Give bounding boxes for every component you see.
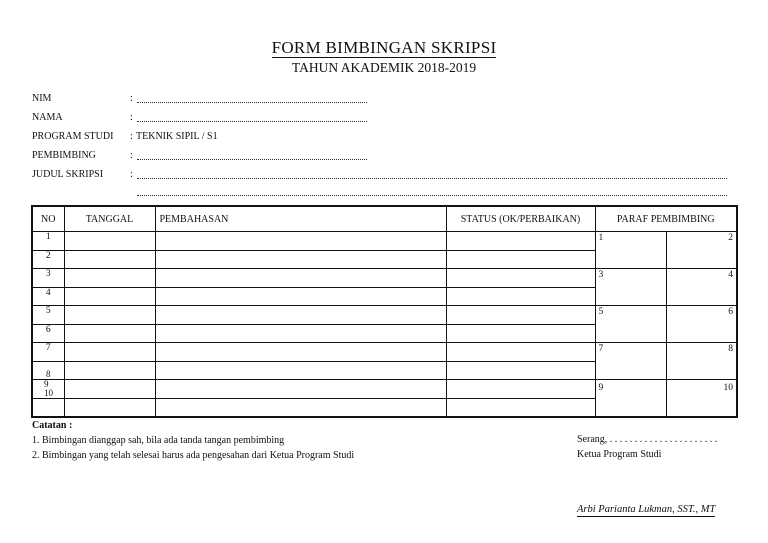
- nim-input-line[interactable]: [137, 102, 367, 103]
- paraf-cell-left[interactable]: [595, 380, 666, 418]
- row-number: 9: [44, 379, 49, 389]
- status-cell[interactable]: [446, 398, 595, 417]
- paraf-number: 5: [598, 307, 604, 317]
- tanggal-cell[interactable]: [64, 306, 155, 325]
- signature-role: Ketua Program Studi: [577, 449, 662, 460]
- row-number: 7: [32, 343, 64, 362]
- form-subtitle: TAHUN AKADEMIK 2018-2019: [291, 60, 477, 75]
- field-label: PEMBIMBING: [32, 150, 96, 161]
- paraf-cell-left[interactable]: [595, 343, 666, 380]
- field-label: PROGRAM STUDI: [32, 131, 114, 142]
- row-number: 3: [32, 269, 64, 288]
- pembimbing-input-line[interactable]: [137, 159, 367, 160]
- form-title: FORM BIMBINGAN SKRIPSI: [271, 38, 497, 57]
- col-status: STATUS (OK/PERBAIKAN): [446, 206, 595, 232]
- tanggal-cell[interactable]: [64, 361, 155, 380]
- field-label: NAMA: [32, 112, 63, 123]
- paraf-cell-right[interactable]: [666, 306, 737, 343]
- paraf-cell-right[interactable]: [666, 232, 737, 269]
- paraf-number: 1: [598, 233, 604, 243]
- paraf-cell-left[interactable]: [595, 306, 666, 343]
- notes-heading: Catatan :: [32, 420, 73, 431]
- notes-section: [32, 418, 354, 463]
- field-colon: :: [130, 93, 133, 104]
- paraf-number: 7: [598, 344, 604, 354]
- paraf-number: 9: [598, 383, 604, 393]
- col-pembahasan: PEMBAHASAN: [155, 206, 446, 232]
- table-row: [32, 269, 737, 288]
- table-row: [32, 380, 737, 399]
- field-colon: :: [130, 169, 133, 180]
- pembahasan-cell[interactable]: [155, 232, 446, 251]
- table-row: [32, 306, 737, 325]
- field-colon: :: [130, 131, 133, 142]
- note-item: 2. Bimbingan yang telah selesai harus ada pengesahan dari Ketua Program Studi: [32, 450, 355, 461]
- pembahasan-cell[interactable]: [155, 361, 446, 380]
- row-number: 10: [44, 388, 53, 398]
- status-cell[interactable]: [446, 232, 595, 251]
- row-number: 6: [32, 324, 64, 343]
- field-colon: :: [130, 150, 133, 161]
- tanggal-cell[interactable]: [64, 250, 155, 269]
- status-cell[interactable]: [446, 343, 595, 362]
- row-number: 5: [32, 306, 64, 325]
- tanggal-cell[interactable]: [64, 398, 155, 417]
- table-header-row: [32, 206, 737, 232]
- status-cell[interactable]: [446, 269, 595, 288]
- signature-block: [577, 432, 717, 462]
- row-number: 4: [32, 287, 64, 306]
- status-cell[interactable]: [446, 380, 595, 399]
- paraf-cell-left[interactable]: [595, 232, 666, 269]
- nama-input-line[interactable]: [137, 121, 367, 122]
- tanggal-cell[interactable]: [64, 232, 155, 251]
- pembahasan-cell[interactable]: [155, 287, 446, 306]
- judul-input-line-2[interactable]: [137, 195, 727, 196]
- status-cell[interactable]: [446, 361, 595, 380]
- status-cell[interactable]: [446, 324, 595, 343]
- paraf-number: 2: [728, 233, 733, 243]
- col-paraf: PARAF PEMBIMBING: [595, 206, 737, 232]
- tanggal-cell[interactable]: [64, 380, 155, 399]
- tanggal-cell[interactable]: [64, 269, 155, 288]
- paraf-cell-right[interactable]: [666, 269, 737, 306]
- guidance-table: [31, 205, 738, 418]
- program-studi-value: TEKNIK SIPIL / S1: [136, 131, 218, 142]
- judul-input-line-1[interactable]: [137, 178, 727, 179]
- paraf-number: 4: [728, 270, 733, 280]
- table-row: [32, 343, 737, 362]
- signature-name: Arbi Parianta Lukman, SST., MT: [577, 504, 716, 515]
- pembahasan-cell[interactable]: [155, 380, 446, 399]
- paraf-number: 10: [723, 383, 733, 393]
- col-tanggal: TANGGAL: [64, 206, 155, 232]
- paraf-number: 8: [728, 344, 733, 354]
- pembahasan-cell[interactable]: [155, 343, 446, 362]
- paraf-number: 3: [598, 270, 604, 280]
- note-item: 1. Bimbingan dianggap sah, bila ada tanda tangan pembimbing: [32, 435, 285, 446]
- paraf-cell-left[interactable]: [595, 269, 666, 306]
- row-number-9-10: [32, 380, 64, 399]
- row-number-empty: [32, 398, 64, 417]
- tanggal-cell[interactable]: [64, 343, 155, 362]
- pembahasan-cell[interactable]: [155, 269, 446, 288]
- pembahasan-cell[interactable]: [155, 306, 446, 325]
- paraf-number: 6: [728, 307, 733, 317]
- row-number: 2: [32, 250, 64, 269]
- tanggal-cell[interactable]: [64, 287, 155, 306]
- field-label: JUDUL SKRIPSI: [32, 169, 104, 180]
- field-colon: :: [130, 112, 133, 123]
- row-number: 8: [32, 361, 64, 380]
- field-label: NIM: [32, 93, 52, 104]
- signature-place-date: Serang, . . . . . . . . . . . . . . . . . . . . . .: [577, 434, 718, 445]
- row-number: 1: [32, 232, 64, 251]
- paraf-cell-right[interactable]: [666, 343, 737, 380]
- status-cell[interactable]: [446, 250, 595, 269]
- status-cell[interactable]: [446, 306, 595, 325]
- tanggal-cell[interactable]: [64, 324, 155, 343]
- status-cell[interactable]: [446, 287, 595, 306]
- pembahasan-cell[interactable]: [155, 324, 446, 343]
- pembahasan-cell[interactable]: [155, 250, 446, 269]
- col-no: NO: [32, 206, 64, 232]
- paraf-cell-right[interactable]: [666, 380, 737, 418]
- table-row: [32, 232, 737, 251]
- pembahasan-cell[interactable]: [155, 398, 446, 417]
